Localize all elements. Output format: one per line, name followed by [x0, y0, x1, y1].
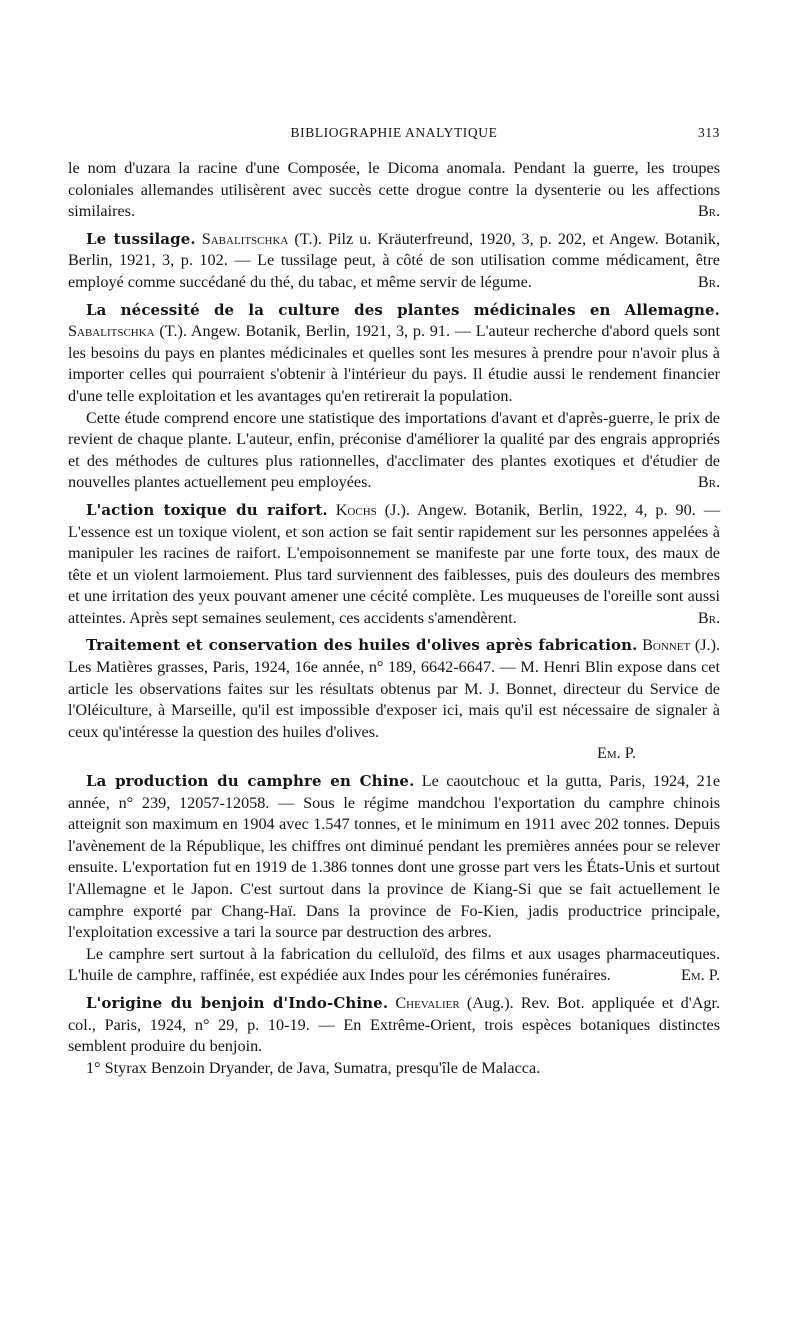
signature: Br.	[697, 202, 720, 221]
entry-title: Le tussilage.	[86, 229, 196, 248]
entry-body: Le caoutchouc et la gutta, Paris, 1924, 21e année, n° 239, 12057-12058. — Sous le régime mandchou l'exportation du camphre chinois atteignit son maximum en 1904 avec 1.547 tonnes, et le minimum en 1911 avec 202 tonnes. Depuis l'avènement de la République, les chiffres ont diminué pendant les premières années pour se relever ensuite. L'exportation fut en 1919 de 1.386 tonnes dont une grosse part vers les États-Unis et surtout l'Allemagne et le Japon. C'est surtout dans la province de Kiang-Si que se fait actuellement le camphre exporté par Chang-Haï. Dans la province de Fo-Kien, jadis productrice principale, l'exploitation excessive a tari la source par destruction des arbres.	[68, 772, 721, 942]
entry-body: Angew. Botanik, Berlin, 1921, 3, p. 91. — L'auteur recherche d'abord quels sont les besoins du pays en plantes médicinales et quelles sont les mesures à prendre pour n'avoir plus à importer celles qui pourraient s'obtenir à l'intérieur du pays. Il étudie aussi le rendement financier d'une telle exploitation et les avantages qu'en retirerait la population.	[68, 322, 721, 405]
entry-author-initial: (J.).	[384, 500, 410, 519]
entry-camphre	[68, 771, 720, 987]
entry-title: Traitement et conservation des huiles d'olives après fabrication.	[86, 636, 638, 655]
entry-continuation	[68, 158, 720, 223]
entry-author-initial: (T.).	[159, 322, 187, 341]
entry-author: Sabalitschka	[201, 229, 289, 248]
running-head-title: BIBLIOGRAPHIE ANALYTIQUE	[290, 125, 498, 140]
entry-body: Angew. Botanik, Berlin, 1922, 4, p. 90. — L'essence est un toxique violent, et son action se fait sentir rapidement sur les personnes appelées à manipuler les racines de raifort. L'empoisonnement se manifeste par une forte toux, des maux de tête et un violent larmoiement. Plus tard surviennent des faiblesses, puis des douleurs des membres et une irritation des yeux pouvant amener une cécité complète. Les muqueuses de l'oreille sont aussi atteintes. Après sept semaines seulement, ces accidents s'amendèrent.	[68, 500, 721, 627]
entry-author: Sabalitschka	[68, 322, 155, 341]
paragraph-text: Le camphre sert surtout à la fabrication du celluloïd, des films et aux usages pharmaceutiques. L'huile de camphre, raffinée, est expédiée aux Indes pour les cérémonies funéraires.	[68, 944, 720, 985]
entry-paragraph	[68, 500, 720, 630]
entry-title: La production du camphre en Chine.	[86, 772, 415, 791]
entry-paragraph	[68, 771, 720, 944]
paragraph-text: Cette étude comprend encore une statistique des importations d'avant et d'après-guerre, le prix de revient de chaque plante. L'auteur, enfin, préconise d'améliorer la qualité par des engrais appropriés et des méthodes de cultures plus rationnelles, d'acclimater des plantes exotiques et d'étudier de nouvelles plantes actuellement peu employées.	[68, 408, 720, 492]
entry-paragraph	[68, 993, 720, 1058]
entry-plantes-medicinales	[68, 300, 720, 494]
entry-paragraph	[68, 229, 720, 294]
entry-title: L'action toxique du raifort.	[86, 500, 328, 519]
signature: Br.	[697, 473, 720, 492]
entry-author: Kochs	[335, 500, 377, 519]
entry-paragraph	[68, 408, 720, 494]
entry-paragraph	[68, 635, 720, 743]
entry-huiles-olives	[68, 635, 720, 765]
entry-author: Bonnet	[642, 636, 691, 655]
page	[68, 122, 720, 1085]
entry-paragraph	[68, 1058, 720, 1080]
running-head	[68, 122, 720, 144]
page-number: 313	[697, 125, 720, 140]
entry-title: L'origine du benjoin d'Indo-Chine.	[86, 993, 389, 1012]
entry-body: Pilz u. Kräuterfreund, 1920, 3, p. 202, et Angew. Botanik, Berlin, 1921, 3, p. 102. — Le tussilage peut, à côté de son utilisation comme médicament, être employé comme succédané du thé, du tabac, et même servir de légume.	[68, 229, 721, 291]
signature: Br.	[697, 608, 720, 627]
signature: Br.	[697, 272, 720, 291]
paragraph-text: 1° Styrax Benzoin Dryander, de Java, Sumatra, presqu'île de Malacca.	[86, 1058, 541, 1077]
entry-paragraph	[68, 944, 720, 987]
entry-body: Les Matières grasses, Paris, 1924, 16e année, n° 189, 6642-6647. — M. Henri Blin expose dans cet article les observations faites sur les résultats obtenus par M. J. Bonnet, directeur du Service de l'Oléiculture, à Marseille, qu'il est impossible d'exposer ici, mais qu'il est nécessaire de signaler à ceux qu'intéresse la question des huiles d'olives.	[68, 658, 720, 741]
entry-title: La nécessité de la culture des plantes médicinales en Allemagne.	[86, 300, 720, 319]
entry-paragraph	[68, 158, 720, 223]
signature: Em. P.	[680, 966, 720, 985]
signature: Em. P.	[596, 744, 636, 763]
entry-author-initial: (J.).	[694, 636, 721, 655]
entry-raifort	[68, 500, 720, 630]
entry-author-initial: (Aug.).	[466, 993, 514, 1012]
entry-author: Chevalier	[395, 993, 460, 1012]
entry-author-initial: (T.).	[294, 229, 322, 248]
entry-paragraph	[68, 300, 720, 408]
entry-tussilage	[68, 229, 720, 294]
entry-body: Rev. Bot. appliquée et d'Agr. col., Paris, 1924, n° 29, p. 10-19. — En Extrême-Orient, trois espèces botaniques distinctes semblent produire du benjoin.	[68, 993, 721, 1056]
entry-benjoin	[68, 993, 720, 1079]
paragraph-text: le nom d'uzara la racine d'une Composée, le Dicoma anomala. Pendant la guerre, les troupes coloniales allemandes utilisèrent avec succès cette drogue contre la dysenterie ou les affections similaires.	[68, 159, 720, 221]
